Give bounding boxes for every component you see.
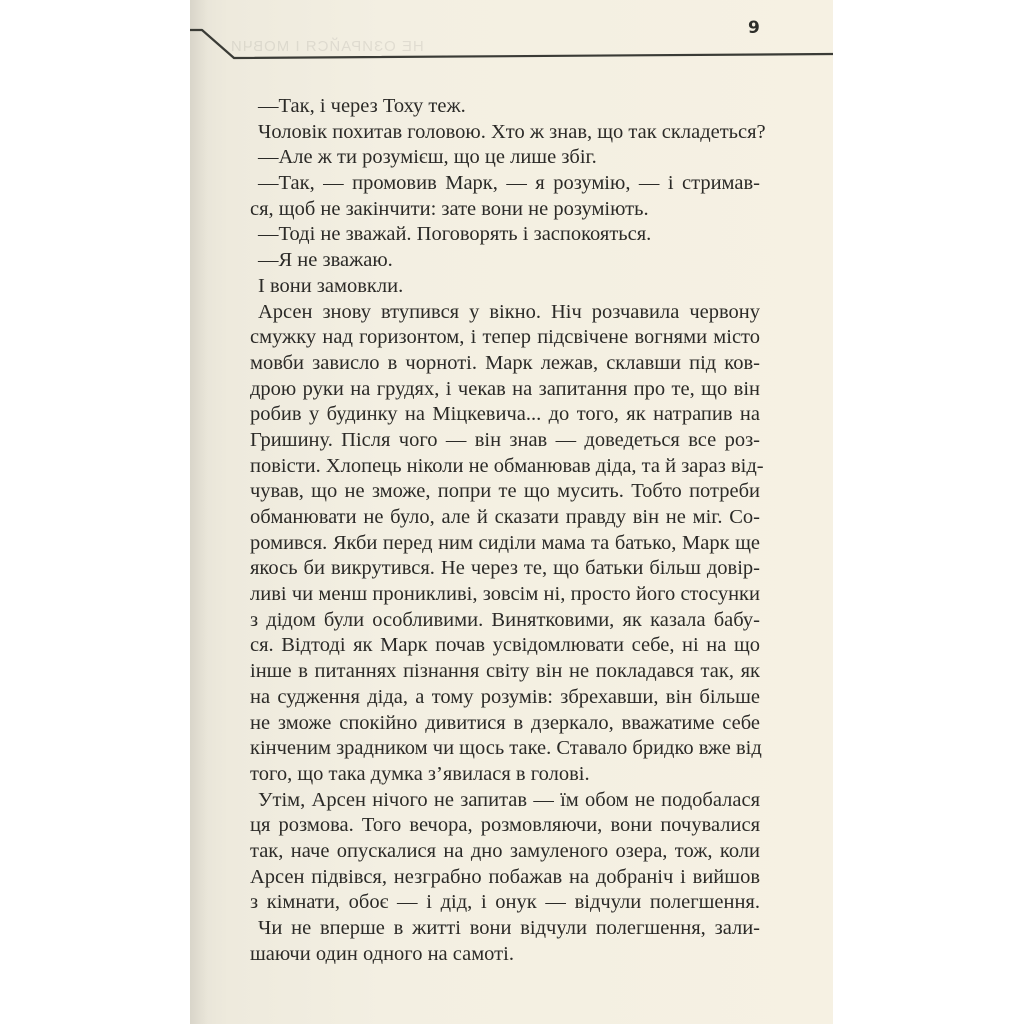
text-line: І вони замовкли. xyxy=(258,274,404,297)
text-line: Гришину. Після чого — він знав — доведеться все роз- xyxy=(250,428,760,451)
text-line: —Я не зважаю. xyxy=(258,249,393,272)
text-line: на судження діда, а тому розумів: збрехавши, він більше xyxy=(250,685,760,708)
text-line: повісти. Хлопець ніколи не обманював діда, та й зараз від- xyxy=(250,454,764,477)
text-line: Чоловік похитав головою. Хто ж знав, що так складеться? xyxy=(258,120,766,143)
text-line: ся. Відтоді як Марк почав усвідомлювати себе, ні на що xyxy=(250,634,760,657)
text-line: того, що така думка з’явилася в голові. xyxy=(250,762,590,785)
text-line: дрою руки на грудях, і чекав на запитання про те, що він xyxy=(250,377,760,400)
text-line: якось би викрутився. Не через те, що батьки більш довір- xyxy=(250,557,760,580)
text-line: робив у будинку на Міцкевича... до того, як натрапив на xyxy=(250,403,760,426)
text-line: —Так, і через Тоху теж. xyxy=(258,95,466,117)
text-line: обманювати не було, але й сказати правду він не міг. Со- xyxy=(250,506,760,528)
text-line: Утім, Арсен нічого не запитав — їм обом не подобалася xyxy=(258,788,760,811)
text-line: інше в питаннях пізнання світу він не покладався так, як xyxy=(250,660,760,683)
text-line: мовби зависло в чорноті. Марк лежав, склавши під ков- xyxy=(250,351,760,374)
text-line: шаючи один одного на самоті. xyxy=(250,942,514,965)
book-page xyxy=(190,0,833,1024)
text-line: чував, що не зможе, попри те що мусить. Тобто потреби xyxy=(250,480,760,503)
text-line: Арсен підвівся, незграбно побажав на добраніч і вийшов xyxy=(250,865,760,888)
text-line: не зможе спокійно дивитися в дзеркало, вважатиме себе xyxy=(250,711,760,734)
text-line: ся, щоб не закінчити: зате вони не розуміють. xyxy=(250,197,649,220)
text-line: —Але ж ти розумієш, що це лише збіг. xyxy=(258,146,597,169)
text-line: так, наче опускалися на дно замуленого озера, тож, коли xyxy=(250,839,760,862)
text-line: Арсен знову втупився у вікно. Ніч розчавила червону xyxy=(258,300,760,323)
text-line: ливі чи менш проникливі, зовсім ні, просто його стосунки xyxy=(250,583,760,606)
text-line: ромився. Якби перед ним сиділи мама та батько, Марк ще xyxy=(250,531,760,554)
text-line: кінченим зрадником чи щось таке. Ставало бридко вже від xyxy=(250,737,762,760)
text-line: —Так, — промовив Марк, — я розумію, — і стримав- xyxy=(258,172,760,195)
text-line: ця розмова. Того вечора, розмовляючи, вони почувалися xyxy=(250,814,760,837)
text-line: смужку над горизонтом, і тепер підсвічене вогнями місто xyxy=(250,326,760,349)
show-through-running-head: НЕ ОЗИРАЙСЯ І МОВЧИ xyxy=(230,38,424,55)
text-line: з дідом були особливими. Винятковими, як казала бабу- xyxy=(250,608,760,631)
body-text xyxy=(250,94,766,967)
text-line: з кімнати, обоє — і дід, і онук — відчули полегшення. xyxy=(250,891,760,914)
text-line: Чи не вперше в житті вони відчули полегшення, зали- xyxy=(258,917,760,939)
page-number: 9 xyxy=(748,18,760,38)
text-line: —Тоді не зважай. Поговорять і заспокояться. xyxy=(258,223,652,246)
